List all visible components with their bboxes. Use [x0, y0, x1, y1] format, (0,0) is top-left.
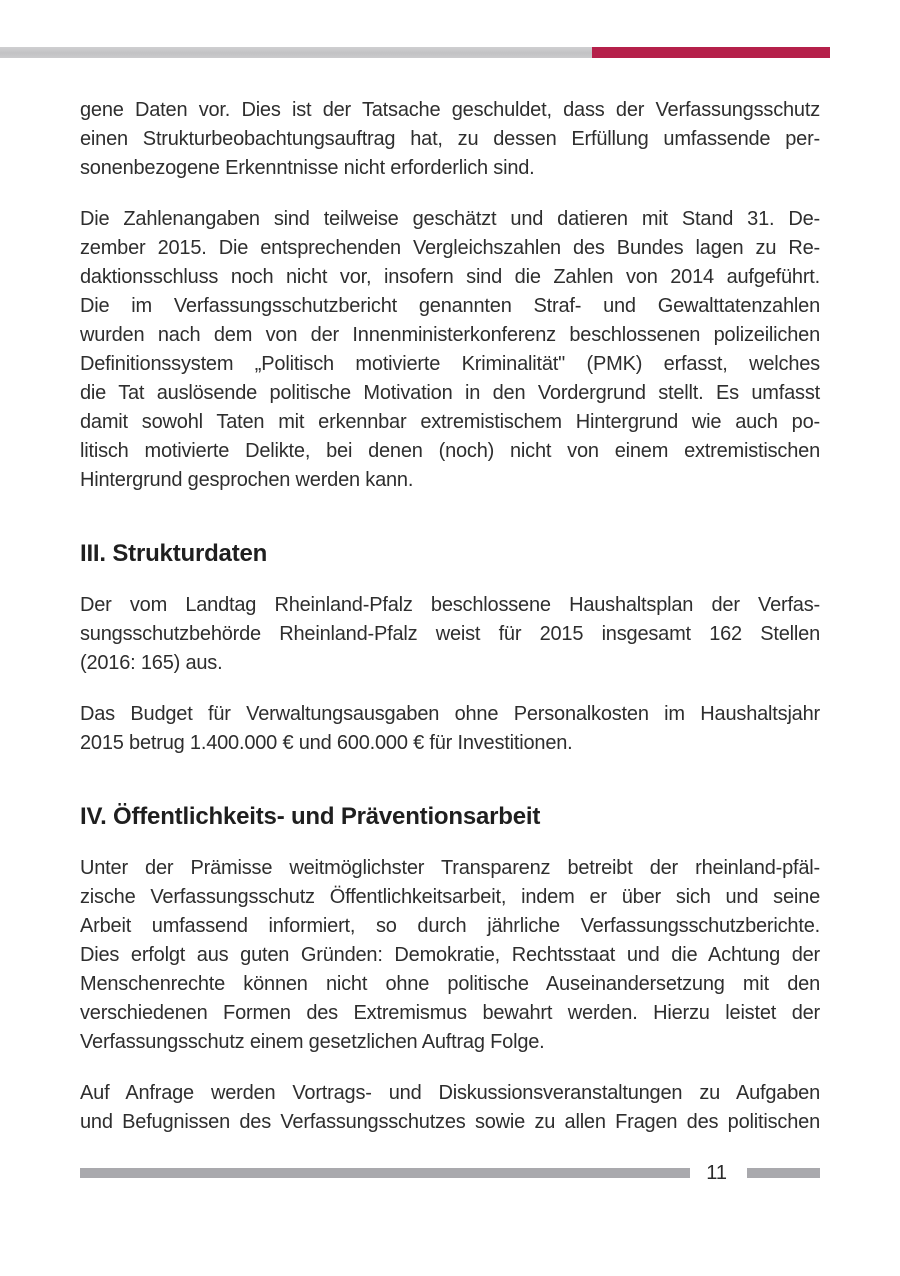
text-line: wurden nach dem von der Innenministerkonferenz beschlossenen polizeilichen: [80, 324, 820, 346]
top-bar-accent-segment: [592, 47, 830, 58]
text-line: und Befugnissen des Verfassungsschutzes sowie zu allen Fragen des politischen: [80, 1111, 820, 1133]
text-line: daktionsschluss noch nicht vor, insofern sind die Zahlen von 2014 aufgeführt.: [80, 266, 820, 288]
text-line: Das Budget für Verwaltungsausgaben ohne Personalkosten im Haushaltsjahr: [80, 703, 820, 725]
paragraph-budget: [80, 700, 820, 758]
text-line: einen Strukturbeobachtungsauftrag hat, zu dessen Erfüllung umfassende per-: [80, 128, 820, 150]
text-line: litisch motivierte Delikte, bei denen (noch) nicht von einem extremistischen: [80, 440, 820, 462]
text-line: sungsschutzbehörde Rheinland-Pfalz weist für 2015 insgesamt 162 Stellen: [80, 623, 820, 645]
text-line: 2015 betrug 1.400.000 € und 600.000 € für Investitionen.: [80, 732, 573, 754]
text-line: Der vom Landtag Rheinland-Pfalz beschlossene Haushaltsplan der Verfas-: [80, 594, 820, 616]
text-line: Die im Verfassungsschutzbericht genannten Straf- und Gewalttatenzahlen: [80, 295, 820, 317]
text-line: Verfassungsschutz einem gesetzlichen Auftrag Folge.: [80, 1031, 545, 1053]
document-content: [80, 96, 820, 1159]
paragraph-zahlenangaben: [80, 205, 820, 495]
page-footer: [80, 1160, 820, 1186]
text-line: Unter der Prämisse weitmöglichster Transparenz betreibt der rheinland-pfäl-: [80, 857, 820, 879]
text-line: Definitionssystem „Politisch motivierte Kriminalität" (PMK) erfasst, welches: [80, 353, 820, 375]
text-line: die Tat auslösende politische Motivation in den Vordergrund stellt. Es umfasst: [80, 382, 820, 404]
text-line: Dies erfolgt aus guten Gründen: Demokratie, Rechtsstaat und die Achtung der: [80, 944, 820, 966]
paragraph-transparenz: [80, 854, 820, 1057]
paragraph-haushaltsplan: [80, 591, 820, 678]
text-line: Die Zahlenangaben sind teilweise geschätzt und datieren mit Stand 31. De-: [80, 208, 820, 230]
text-line: Auf Anfrage werden Vortrags- und Diskussionsveranstaltungen zu Aufgaben: [80, 1082, 820, 1104]
text-line: zember 2015. Die entsprechenden Vergleichszahlen des Bundes lagen zu Re-: [80, 237, 820, 259]
top-decoration-bar: [0, 47, 830, 58]
text-line: sonenbezogene Erkenntnisse nicht erforderlich sind.: [80, 157, 535, 179]
text-line: gene Daten vor. Dies ist der Tatsache geschuldet, dass der Verfassungsschutz: [80, 99, 820, 121]
text-line: (2016: 165) aus.: [80, 652, 223, 674]
text-line: Arbeit umfassend informiert, so durch jährliche Verfassungsschutzberichte.: [80, 915, 820, 937]
section-heading-strukturdaten: III. Strukturdaten: [80, 540, 268, 567]
footer-rule-left: [80, 1168, 690, 1178]
text-line: damit sowohl Taten mit erkennbar extremistischem Hintergrund wie auch po-: [80, 411, 820, 433]
paragraph-intro: [80, 96, 820, 183]
text-line: verschiedenen Formen des Extremismus bewahrt werden. Hierzu leistet der: [80, 1002, 820, 1024]
section-heading-oeffentlichkeitsarbeit: IV. Öffentlichkeits- und Präventionsarbeit: [80, 803, 541, 830]
top-bar-gray-segment: [0, 47, 592, 58]
paragraph-anfrage: [80, 1079, 820, 1137]
footer-rule-right: [747, 1168, 820, 1178]
text-line: Hintergrund gesprochen werden kann.: [80, 469, 414, 491]
text-line: Menschenrechte können nicht ohne politische Auseinandersetzung mit den: [80, 973, 820, 995]
page-number: 11: [706, 1162, 727, 1184]
text-line: zische Verfassungsschutz Öffentlichkeitsarbeit, indem er über sich und seine: [80, 886, 820, 908]
